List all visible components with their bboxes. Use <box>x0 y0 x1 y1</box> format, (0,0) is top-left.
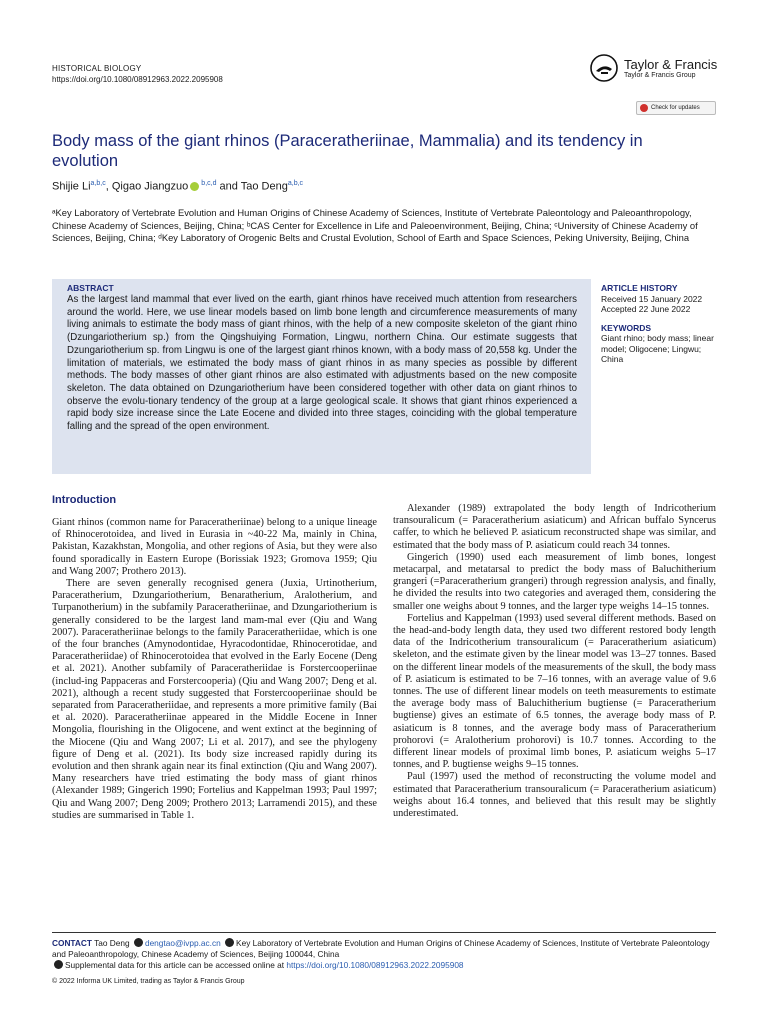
abstract-box <box>52 279 591 474</box>
publisher-name: Taylor & Francis <box>624 56 718 72</box>
footnote-divider <box>52 932 716 933</box>
orcid-icon[interactable] <box>190 182 199 191</box>
contact-label: CONTACT <box>52 938 92 948</box>
paragraph: Alexander (1989) extrapolated the body length of Indricotherium transouralicum (= Paraceratherium asiaticum) and African buffalo Syncerus caffer, to which he believed P. asiaticum reconstructed shape was similar, and estimated that the body mass of P. asiaticum could reach 34 tonnes. <box>393 503 716 551</box>
paragraph: Fortelius and Kappelman (1993) used several different methods. Based on the head-and-body length data, they used two different restored body length data of the Indricotherium transouralicum (= Paraceratherium asiaticum) skeleton, and the estimate given by the linear model was 13–27 tonnes. Based on the different linear models of the measurements of the skull, the body mass of P. asiaticum is estimated to be 7–16 tonnes, with an average value of 9.6 tonnes. The use of different linear models on teeth measurements to estimate the average body mass of Baluchitherium bugtiense (= Paraceratherium bugtiense) gives an estimate of 6.5 tonnes, the average body mass of P. asiaticum is 8 tonnes, and the average body mass of Paraceratherium prohorovi (= Aralotherium prohorovi) is 10.7 tonnes. According to the different linear models of proximal limb bones, P. asiaticum weighs 5–17 tonnes, and P. bugtiense weighs 9–15 tonnes. <box>393 612 716 771</box>
received-date: Received 15 January 2022 <box>601 293 703 304</box>
author-separator: , <box>105 180 112 193</box>
publisher-group: Taylor & Francis Group <box>624 71 696 79</box>
contact-address: Key Laboratory of Vertebrate Evolution and Human Origins of Chinese Academy of Sciences, Institute of Vertebrate Paleontology and Paleoanthropology, Chinese Academy of Sciences, Beijing 100044, China <box>52 938 710 959</box>
article-history-panel <box>601 283 721 365</box>
keywords-list: Giant rhino; body mass; linear model; Oligocene; Lingwu; China <box>601 333 714 364</box>
publisher-lamp-icon <box>590 54 618 82</box>
email-icon <box>134 938 143 947</box>
author-affiliation-marks: a,b,c <box>90 180 106 187</box>
supplemental-text: Supplemental data for this article can be accessed online at <box>65 959 285 970</box>
check-for-updates-label: Check for updates <box>651 105 700 111</box>
author-affiliation-marks: a,b,c <box>287 180 304 187</box>
supplemental-icon <box>54 960 63 969</box>
article-doi[interactable]: https://doi.org/10.1080/08912963.2022.2095908 <box>52 75 223 84</box>
affiliations: ᵃKey Laboratory of Vertebrate Evolution and Human Origins of Chinese Academy of Sciences, Institute of Vertebrate Paleontology and Paleoanthropology, Chinese Academy of Sciences, Beijing, China; ᵇCAS Center for Excellence in Life and Paleoenvironment, Beijing, China; ᶜUniversity of Chinese Academy of Sciences, Beijing, China; ᵈKey Laboratory of Orogenic Belts and Crustal Evolution, School of Earth and Space Sciences, Peking University, Beijing, China <box>52 207 698 244</box>
section-heading: Introduction <box>52 494 117 506</box>
paragraph: Paul (1997) used the method of reconstructing the volume model and estimated that Paraceratherium transouralicum (= Paraceratherium asiaticum) weighs about 16.4 tonnes, and believed that this result may be slightly underestimated. <box>393 771 716 820</box>
author-list <box>52 180 303 193</box>
journal-name: HISTORICAL BIOLOGY <box>52 64 142 73</box>
author-separator: and <box>216 180 241 193</box>
article-history-heading: ARTICLE HISTORY <box>601 283 678 293</box>
address-icon <box>225 938 234 947</box>
publisher-logo[interactable] <box>590 54 717 82</box>
author-name[interactable]: Tao Deng <box>240 180 288 193</box>
check-for-updates-button[interactable] <box>636 101 716 115</box>
paragraph: There are seven generally recognised genera (Juxia, Urtinotherium, Paraceratherium, Dzungariotherium, Benaratherium, Aralotherium, and Turpanotherium) in the subfamily Paraceratheriinae, and Dzungariotherium is generally considered to be the largest land mam-mal ever (Qiu and Wang 2007). Paraceratheriinae belongs to the family Paraceratheriidae, which is one of the four branches (Amynodontidae, Hyracodontidae, Rhinocerotidae, and Paraceratheriidae) of Rhinocerotoidea that evolved in the Early Eocene (Deng et al. 2021). Another subfamily of Paraceratheriidae is Forstercooperiinae (includ-ing Pappaceras and Forstercooperia) (Qiu and Wang 2007; Deng et al. 2021), although a recent study suggested that Forstercooperiinae should be separated from Paraceratheriidae, and represents a more primitive family (Bai et al. 2020). Paraceratheriinae appeared in the Middle Eocene in Inner Mongolia, flourishing in the Oligocene, and went extinct at the beginning of the Miocene (Qiu and Wang 2007; Li et al. 2017), and see the phylogeny figure of Deng et al. (2021). Its body size increased rapidly during its evolution and then shrank again near its final extinction (Qiu and Wang 2007). Many researchers have tried estimating the body mass of giant rhinos (Alexander 1989; Gingerich 1990; Fortelius and Kappelman 1993; Paul 1997; Qiu and Wang 2007; Deng 2009; Prothero 2013; Larramendi 2015), and these studies are summarised in Table 1. <box>52 578 377 821</box>
author-name[interactable]: Shijie Li <box>52 180 91 193</box>
abstract-text: As the largest land mammal that ever lived on the earth, giant rhinos have received much attention from researchers around the world. Here, we use linear models based on limb bone length and circumference measurements of many living animals to estimate the body mass of giant rhinos, with the help of a new composite skeleton of the giant rhino (Dzungariotherium sp.) from the Qingshuiying Formation, Lingwu, northern China. Our estimate suggests that Dzungariotherium sp. from Lingwu is one of the largest giant rhinos known, with a body mass of 20,558 kg. Under the limitation of materials, we estimated the body mass of giant rhinos in as many species as possible by different methods. The body masses of other giant rhinos are also estimated with adjustments based on the new composite skeleton. The data obtained on Dzungariotherium have been considered together with other data on giant rhinos to observe the evolu-tionary tendency of the group at a large geological scale. It shows that giant rhinos experienced a rapid body size increase since the Late Eocene and divided into three stages, coinciding with the global temperature falling and the spread of the open environment. <box>67 294 577 433</box>
paragraph: Giant rhinos (common name for Paraceratheriinae) belong to a unique lineage of Rhinocerotoidea, and lived in Eurasia in ~40-22 Ma, mainly in China, Pakistan, Kazakhstan, Mongolia, and other regions of Asia, but they were also found sporadically in Eastern Europe (Borissiak 1923; Gromova 1959; Qiu and Wang 2007; Prothero 2013). <box>52 517 377 577</box>
body-column-right <box>393 503 716 820</box>
article-title: Body mass of the giant rhinos (Paraceratheriinae, Mammalia) and its tendency in evolution <box>52 132 643 170</box>
crossmark-icon <box>640 104 648 112</box>
contact-name: Tao Deng <box>94 938 130 948</box>
contact-email-link[interactable]: dengtao@ivpp.ac.cn <box>144 938 221 948</box>
keywords-heading: KEYWORDS <box>601 322 652 333</box>
supplemental-link[interactable]: https://doi.org/10.1080/08912963.2022.2095908 <box>286 959 464 970</box>
accepted-date: Accepted 22 June 2022 <box>601 304 691 314</box>
contact-footnote <box>52 938 716 970</box>
paragraph: Gingerich (1990) used each measurement of limb bones, longest metacarpal, and metatarsal to predict the body mass of Baluchitherium grangeri (=Paraceratherium grangeri) through regression analysis, and finally, he divided the results into two categories and averaged them, considering the smaller one weighs about 9 tonnes, and the larger type weighs 14–15 tonnes. <box>393 551 716 612</box>
abstract-heading: ABSTRACT <box>67 283 114 293</box>
body-column-left <box>52 517 377 822</box>
author-name[interactable]: Qigao Jiangzuo <box>111 180 189 193</box>
author-affiliation-marks: b,c,d <box>201 180 217 187</box>
copyright-notice: © 2022 Informa UK Limited, trading as Taylor & Francis Group <box>52 978 245 985</box>
